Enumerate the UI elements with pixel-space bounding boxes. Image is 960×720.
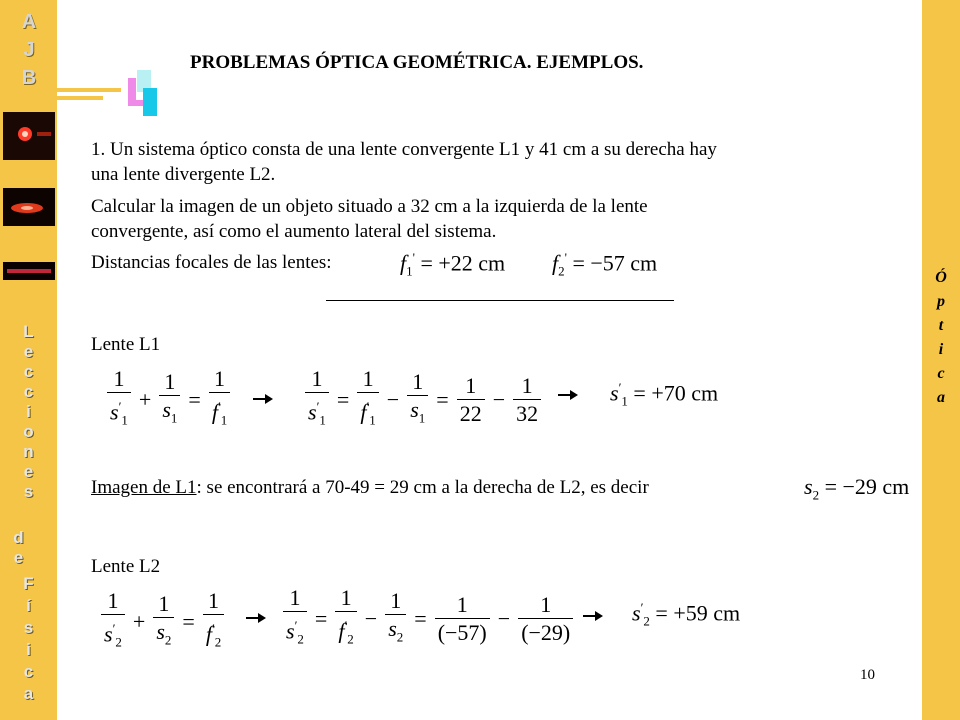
image-l1-line: [91, 476, 649, 500]
optica-letter: a: [937, 389, 945, 406]
vertical-letter: c: [23, 662, 34, 681]
vertical-letter: L: [23, 322, 34, 341]
image-l1-s2: $s_2 = -29$ cm: [804, 474, 910, 503]
lens2-label: Lente L2: [91, 556, 161, 577]
logo-letter-j: J: [23, 39, 35, 61]
vertical-letter: i: [26, 402, 31, 421]
optica-letter: t: [938, 317, 944, 334]
lens1-result-value: = +70 cm: [633, 380, 719, 406]
problem-line-2: una lente divergente L2.: [91, 164, 276, 185]
vertical-letter: F: [23, 574, 34, 593]
optica-letter: c: [937, 365, 945, 382]
vertical-letter: o: [23, 422, 34, 441]
vertical-letter: c: [23, 362, 34, 381]
thumbnail-image-3: [3, 262, 55, 280]
page-title: PROBLEMAS ÓPTICA GEOMÉTRICA. EJEMPLOS.: [190, 52, 644, 73]
vertical-letter: e: [13, 548, 24, 567]
vertical-letter: n: [23, 442, 34, 461]
s2-value: = −29 cm: [824, 474, 910, 499]
thumbnail-image-1: [3, 112, 55, 160]
vertical-letter: c: [23, 382, 34, 401]
lens1-result: $s'_1 = +70$ cm: [610, 380, 719, 409]
vertical-letter: s: [23, 482, 34, 501]
lens2-result: $s'_2 = +59$ cm: [632, 600, 741, 629]
vertical-letter: a: [23, 684, 34, 703]
problem-line-3: Calcular la imagen de un objeto situado a 32 cm a la izquierda de la lente: [91, 196, 648, 217]
lens2-equation-2: $\frac{1}{s'_2}$ = $\frac{1}{f'_2}$ − $\frac{1}{s_2}$ = $\frac{1}{(-57)}$ − $\frac{1}{(-29)}$: [280, 585, 576, 654]
denominator-minus-57: (−57): [437, 619, 487, 645]
thumbnail-image-2: [3, 188, 55, 226]
right-sidebar: [922, 0, 960, 720]
vertical-letter: í: [26, 596, 31, 615]
vertical-letter: d: [13, 528, 24, 547]
f1-value: = +22 cm: [420, 250, 506, 276]
problem-line-1: 1. Un sistema óptico consta de una lente convergente L1 y 41 cm a su derecha hay: [91, 139, 717, 160]
image-l1-label: Imagen de L1: [91, 477, 197, 498]
vertical-letter: e: [23, 462, 34, 481]
optica-letter: Ó: [935, 269, 947, 286]
lens2-equation-1: $\frac{1}{s'_2}$ + $\frac{1}{s_2}$ = $\frac{1}{f'_2}$: [98, 588, 227, 657]
arrow-icon: [583, 615, 599, 617]
lens1-equation-1: $\frac{1}{s'_1}$ + $\frac{1}{s_1}$ = $\frac{1}{f'_1}$: [104, 366, 233, 435]
logo-letter-a: A: [21, 11, 37, 33]
optica-letter: i: [938, 341, 944, 358]
denominator-22: 22: [459, 400, 482, 426]
arrow-icon: [558, 394, 574, 396]
vertical-letter: i: [26, 640, 31, 659]
focal-length-f2: $f_2' = -57$ cm: [552, 250, 658, 279]
page-number: 10: [860, 667, 875, 683]
denominator-minus-29: (−29): [521, 619, 571, 645]
image-l1-text: : se encontrará a 70-49 = 29 cm a la derecha de L2, es decir: [196, 477, 649, 498]
arrow-icon: [246, 617, 262, 619]
logo-letter-b: B: [21, 67, 37, 89]
denominator-32: 32: [516, 400, 539, 426]
f2-value: = −57 cm: [572, 250, 658, 276]
lens1-equation-2: $\frac{1}{s'_1}$ = $\frac{1}{f'_1}$ − $\frac{1}{s_1}$ = $\frac{1}{22}$ − $\frac{1}{32}$: [302, 366, 544, 435]
lens2-result-value: = +59 cm: [655, 600, 741, 626]
vertical-letter: e: [23, 342, 34, 361]
problem-line-5: Distancias focales de las lentes:: [91, 252, 332, 273]
vertical-letter: s: [23, 618, 34, 637]
focal-length-f1: $f_1' = +22$ cm: [400, 250, 506, 279]
lens1-label: Lente L1: [91, 334, 161, 355]
problem-line-4: convergente, así como el aumento lateral del sistema.: [91, 221, 497, 242]
separator-line: [326, 300, 674, 301]
optica-letter: p: [937, 293, 945, 310]
arrow-icon: [253, 398, 269, 400]
decorative-logo-shape: [57, 60, 167, 120]
